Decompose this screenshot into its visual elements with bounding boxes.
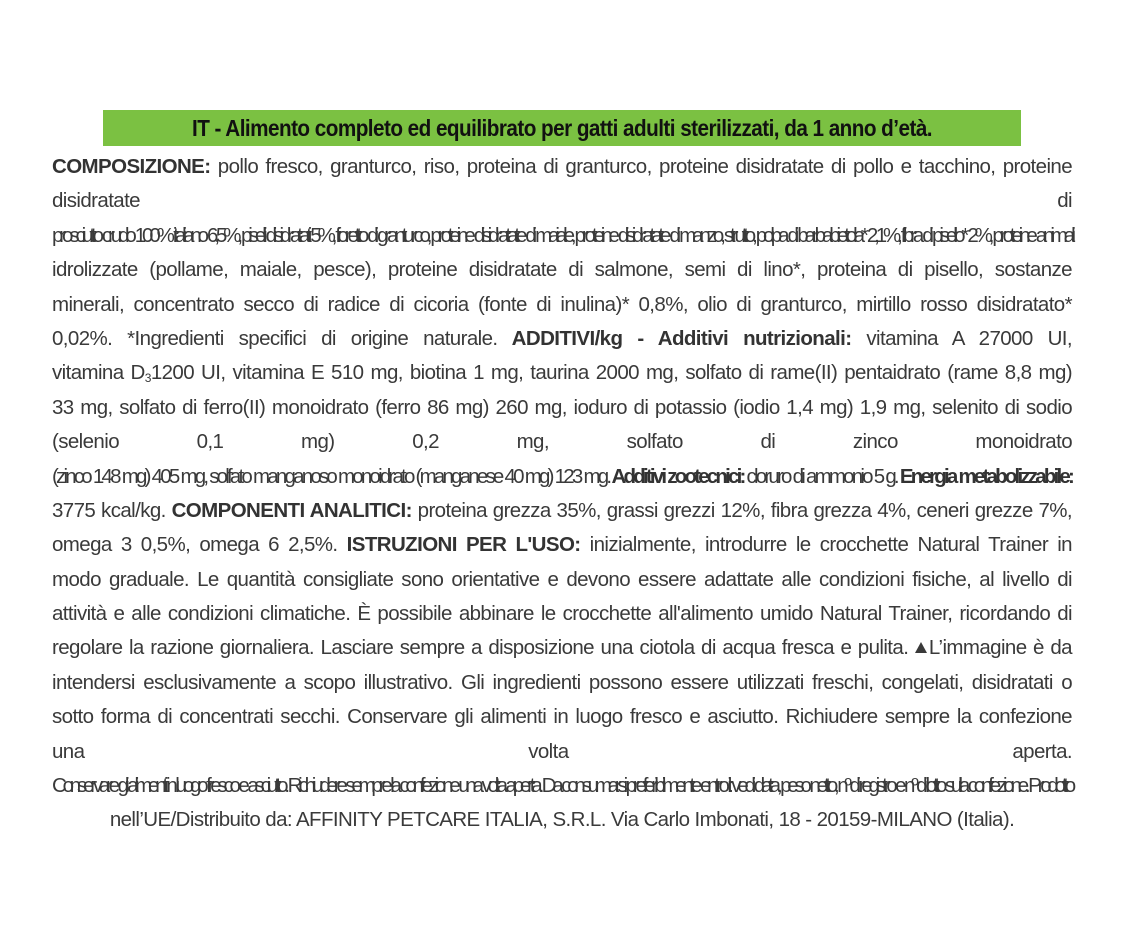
text-line <box>52 700 1072 734</box>
text-line <box>52 735 1072 769</box>
text-line <box>52 184 1072 218</box>
product-label <box>52 110 1072 838</box>
text-line <box>52 150 1072 184</box>
image-note-text: Conservare gli alimenti in luogo fresco e asciutto. Richiudere sempre la confezione una volta aperta. Da consumarsi preferibilmente entro il: vedi data, peso netto, nº di registro e nº di lotto sulla confezione. Prodotto <box>52 774 1072 798</box>
text-line <box>52 391 1072 425</box>
analytical-text: proteina grezza 35%, grassi grezzi 12%, fibra grezza 4%, ceneri grezze 7%, <box>411 498 1072 522</box>
composition-text: prosciutto crudo 100% italiano 6,5%, piselli disidratati 5%, fioretto di granturco, proteine disidratate di maiale, proteine disidratate di manzo, strutto, polpa di barbabietola* 2,1%, fibra di pisello* 2%, proteine animali <box>52 223 1072 247</box>
additives-text: (zinco 148 mg) 405 mg, solfato manganoso monoidrato (manganese 40 mg) 123 mg. <box>52 464 610 488</box>
text-line <box>52 769 1072 803</box>
composition-text: disidratate di <box>52 189 1072 213</box>
composition-text: idrolizzate (pollame, maiale, pesce), proteine disidratate di salmone, semi di lino*, proteina di pisello, sostanze <box>52 258 1072 282</box>
energy-text: 3775 kcal/kg. <box>52 498 166 522</box>
label-body <box>52 150 1072 838</box>
triangle-icon <box>915 642 927 653</box>
image-note-text: sotto forma di concentrati secchi. Conservare gli alimenti in luogo fresco e asciutto. Richiudere sempre la confezione <box>52 705 1072 729</box>
text-line <box>52 460 1072 494</box>
text-line <box>52 219 1072 253</box>
instructions-text: attività e alle condizioni climatiche. È possibile abbinare le crocchette all'alimento umido Natural Trainer, ricordando di <box>52 602 1072 626</box>
text-line <box>52 253 1072 287</box>
instructions-text: regolare la razione giornaliera. Lasciare sempre a disposizione una ciotola di acqua fresca e pulita. <box>52 636 909 660</box>
text-line <box>52 288 1072 322</box>
composition-text: minerali, concentrato secco di radice di cicoria (fonte di inulina)* 0,8%, olio di granturco, mirtillo rosso disidratato* <box>52 292 1072 316</box>
text-line <box>52 803 1072 837</box>
text-line <box>52 356 1072 390</box>
banner-text: IT - Alimento completo ed equilibrato per gatti adulti sterilizzati, da 1 anno d’età. <box>191 115 933 141</box>
composition-text: 0,02%. *Ingredienti specifici di origine naturale. <box>52 326 498 350</box>
label-banner <box>103 110 1021 146</box>
composition-heading: COMPOSIZIONE: <box>52 155 211 178</box>
zootechnical-heading: Additivi zootecnici: <box>609 464 744 488</box>
text-line <box>52 631 1072 665</box>
image-note-text: nell’UE/Distribuito da: AFFINITY PETCARE ITALIA, S.R.L. Via Carlo Imbonati, 18 - 20159-MILANO (Italia). <box>109 808 1015 832</box>
energy-heading: Energia metabolizzabile: <box>896 464 1072 488</box>
text-line <box>52 425 1072 459</box>
analytical-text: omega 3 0,5%, omega 6 2,5%. <box>52 533 338 557</box>
additives-subscript: 3 <box>144 371 151 386</box>
additives-text: 1200 UI, vitamina E 510 mg, biotina 1 mg, taurina 2000 mg, solfato di rame(II) pentaidrato (rame 8,8 mg) <box>150 361 1072 385</box>
instructions-text: modo graduale. Le quantità consigliate sono orientative e devono essere adattate alle condizioni fisiche, al livello di <box>52 567 1072 591</box>
text-line <box>52 666 1072 700</box>
image-note-text: intendersi esclusivamente a scopo illustrativo. Gli ingredienti possono essere utilizzati freschi, congelati, disidratati o <box>52 670 1072 694</box>
zootechnical-text: cloruro di ammonio 5 g. <box>743 464 897 488</box>
instructions-text: inizialmente, introdurre le crocchette Natural Trainer in <box>580 533 1072 557</box>
image-note-text: L’immagine è da <box>928 636 1072 660</box>
text-line <box>52 528 1072 562</box>
additives-text: 33 mg, solfato di ferro(II) monoidrato (ferro 86 mg) 260 mg, ioduro di potassio (iodio 1,4 mg) 1,9 mg, selenito di sodio <box>52 395 1072 419</box>
additives-heading: ADDITIVI/kg - Additivi nutrizionali: <box>497 326 852 350</box>
image-note-text: una volta aperta. <box>52 739 1072 763</box>
additives-text: (selenio 0,1 mg) 0,2 mg, solfato di zinco monoidrato <box>52 430 1072 454</box>
composition-text: pollo fresco, granturco, riso, proteina di granturco, proteine disidratate di pollo e tacchino, proteine <box>210 155 1072 178</box>
additives-text: vitamina D <box>52 361 145 385</box>
text-line <box>52 494 1072 528</box>
text-line <box>52 322 1072 356</box>
text-line <box>52 563 1072 597</box>
additives-text: vitamina A 27000 UI, <box>851 326 1072 350</box>
text-line <box>52 597 1072 631</box>
instructions-heading: ISTRUZIONI PER L'USO: <box>337 533 581 557</box>
analytical-heading: COMPONENTI ANALITICI: <box>165 498 412 522</box>
